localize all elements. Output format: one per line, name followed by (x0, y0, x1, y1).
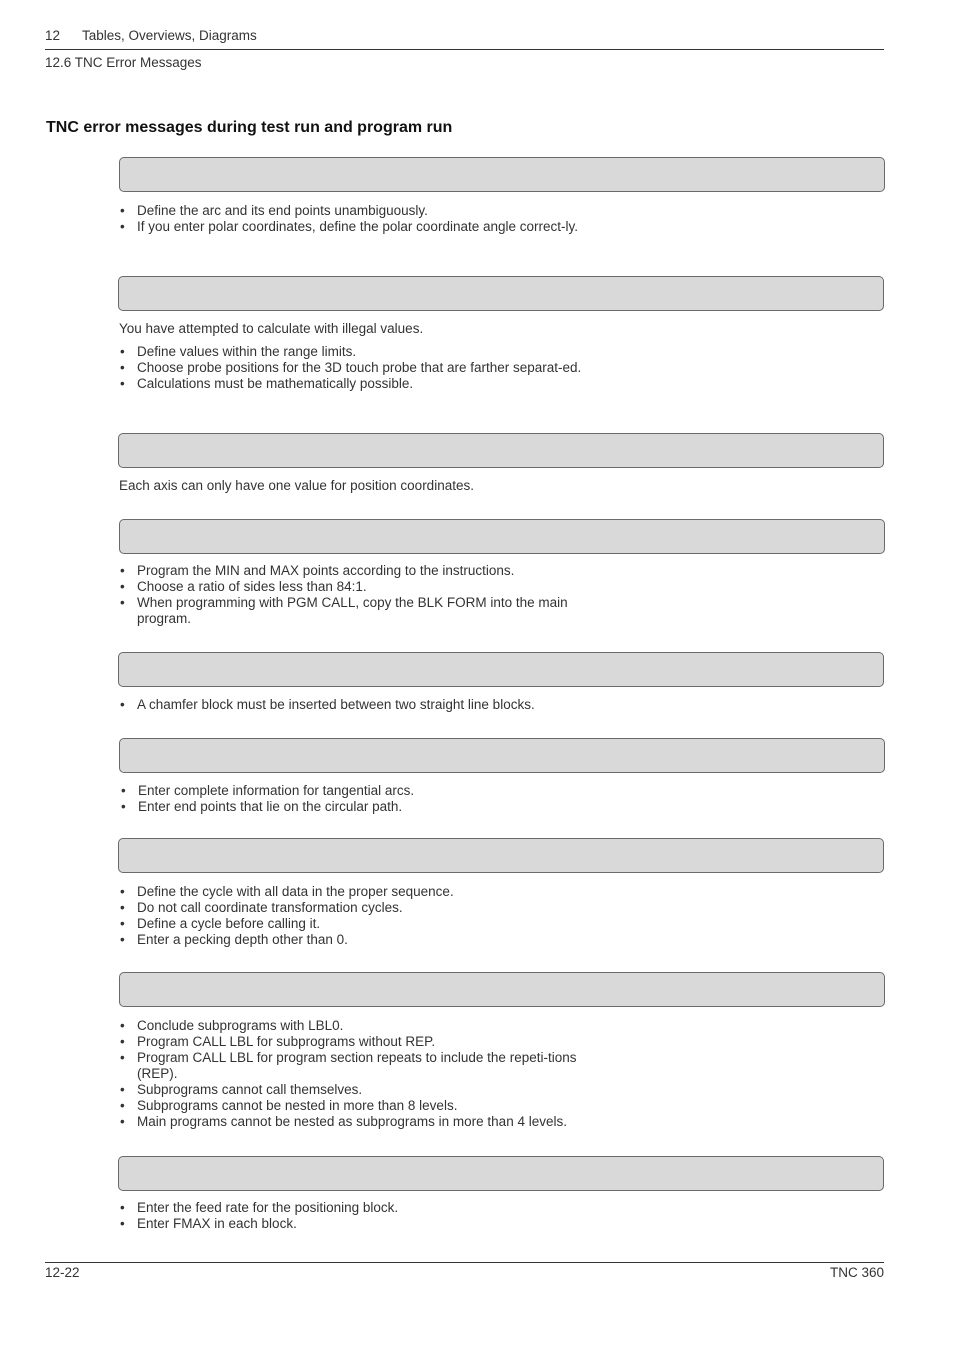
error-message-box (118, 276, 884, 311)
error-explanation: Each axis can only have one value for position coordinates. (119, 478, 474, 493)
error-message-box (119, 738, 885, 773)
page-heading: TNC error messages during test run and program run (46, 119, 453, 136)
list-item: • Do not call coordinate transformation cycles. (119, 900, 597, 916)
chapter-number: 12 (45, 28, 61, 43)
list-item: • Define values within the range limits. (119, 344, 597, 360)
error-message-box (119, 519, 885, 554)
product-name: TNC 360 (829, 1265, 884, 1280)
list-item: • Subprograms cannot call themselves. (119, 1082, 597, 1098)
header-rule (45, 49, 884, 50)
list-item: • Main programs cannot be nested as subprograms in more than 4 levels. (119, 1114, 597, 1130)
error-message-box (118, 1156, 884, 1191)
list-item: • Program CALL LBL for subprograms without REP. (119, 1034, 597, 1050)
page-number: 12-22 (45, 1265, 80, 1280)
error-explanation: You have attempted to calculate with illegal values. (119, 321, 424, 336)
error-message-box (119, 157, 885, 192)
list-item: • Enter a pecking depth other than 0. (119, 932, 597, 948)
error-message-box (119, 972, 885, 1007)
list-item: • Calculations must be mathematically possible. (119, 376, 597, 392)
remedy-list (119, 203, 597, 235)
list-item: • Enter complete information for tangential arcs. (120, 783, 598, 799)
list-item: • When programming with PGM CALL, copy the BLK FORM into the main program. (119, 595, 597, 627)
list-item: • Choose probe positions for the 3D touch probe that are farther separat-ed. (119, 360, 597, 376)
section-title: 12.6 TNC Error Messages (45, 55, 202, 70)
remedy-list (119, 1018, 597, 1130)
remedy-list (119, 344, 597, 392)
list-item: • Conclude subprograms with LBL0. (119, 1018, 597, 1034)
list-item: • Enter end points that lie on the circular path. (120, 799, 598, 815)
list-item: • Program the MIN and MAX points according to the instructions. (119, 563, 597, 579)
error-message-box (118, 838, 884, 873)
remedy-list (120, 783, 598, 815)
remedy-list (119, 1200, 597, 1232)
remedy-list (119, 884, 597, 948)
error-message-box (118, 652, 884, 687)
list-item: • A chamfer block must be inserted between two straight line blocks. (119, 697, 597, 713)
list-item: • Define the cycle with all data in the proper sequence. (119, 884, 597, 900)
footer-rule (45, 1262, 884, 1263)
chapter-title: Tables, Overviews, Diagrams (82, 28, 257, 43)
remedy-list (119, 563, 597, 627)
list-item: • Define a cycle before calling it. (119, 916, 597, 932)
list-item: • Program CALL LBL for program section repeats to include the repeti-tions (REP). (119, 1050, 597, 1082)
list-item: • Subprograms cannot be nested in more than 8 levels. (119, 1098, 597, 1114)
remedy-list (119, 697, 597, 713)
error-message-box (118, 433, 884, 468)
list-item: • Enter the feed rate for the positioning block. (119, 1200, 597, 1216)
list-item: • Enter FMAX in each block. (119, 1216, 597, 1232)
list-item: • Define the arc and its end points unambiguously. (119, 203, 597, 219)
list-item: • If you enter polar coordinates, define the polar coordinate angle correct-ly. (119, 219, 597, 235)
list-item: • Choose a ratio of sides less than 84:1. (119, 579, 597, 595)
